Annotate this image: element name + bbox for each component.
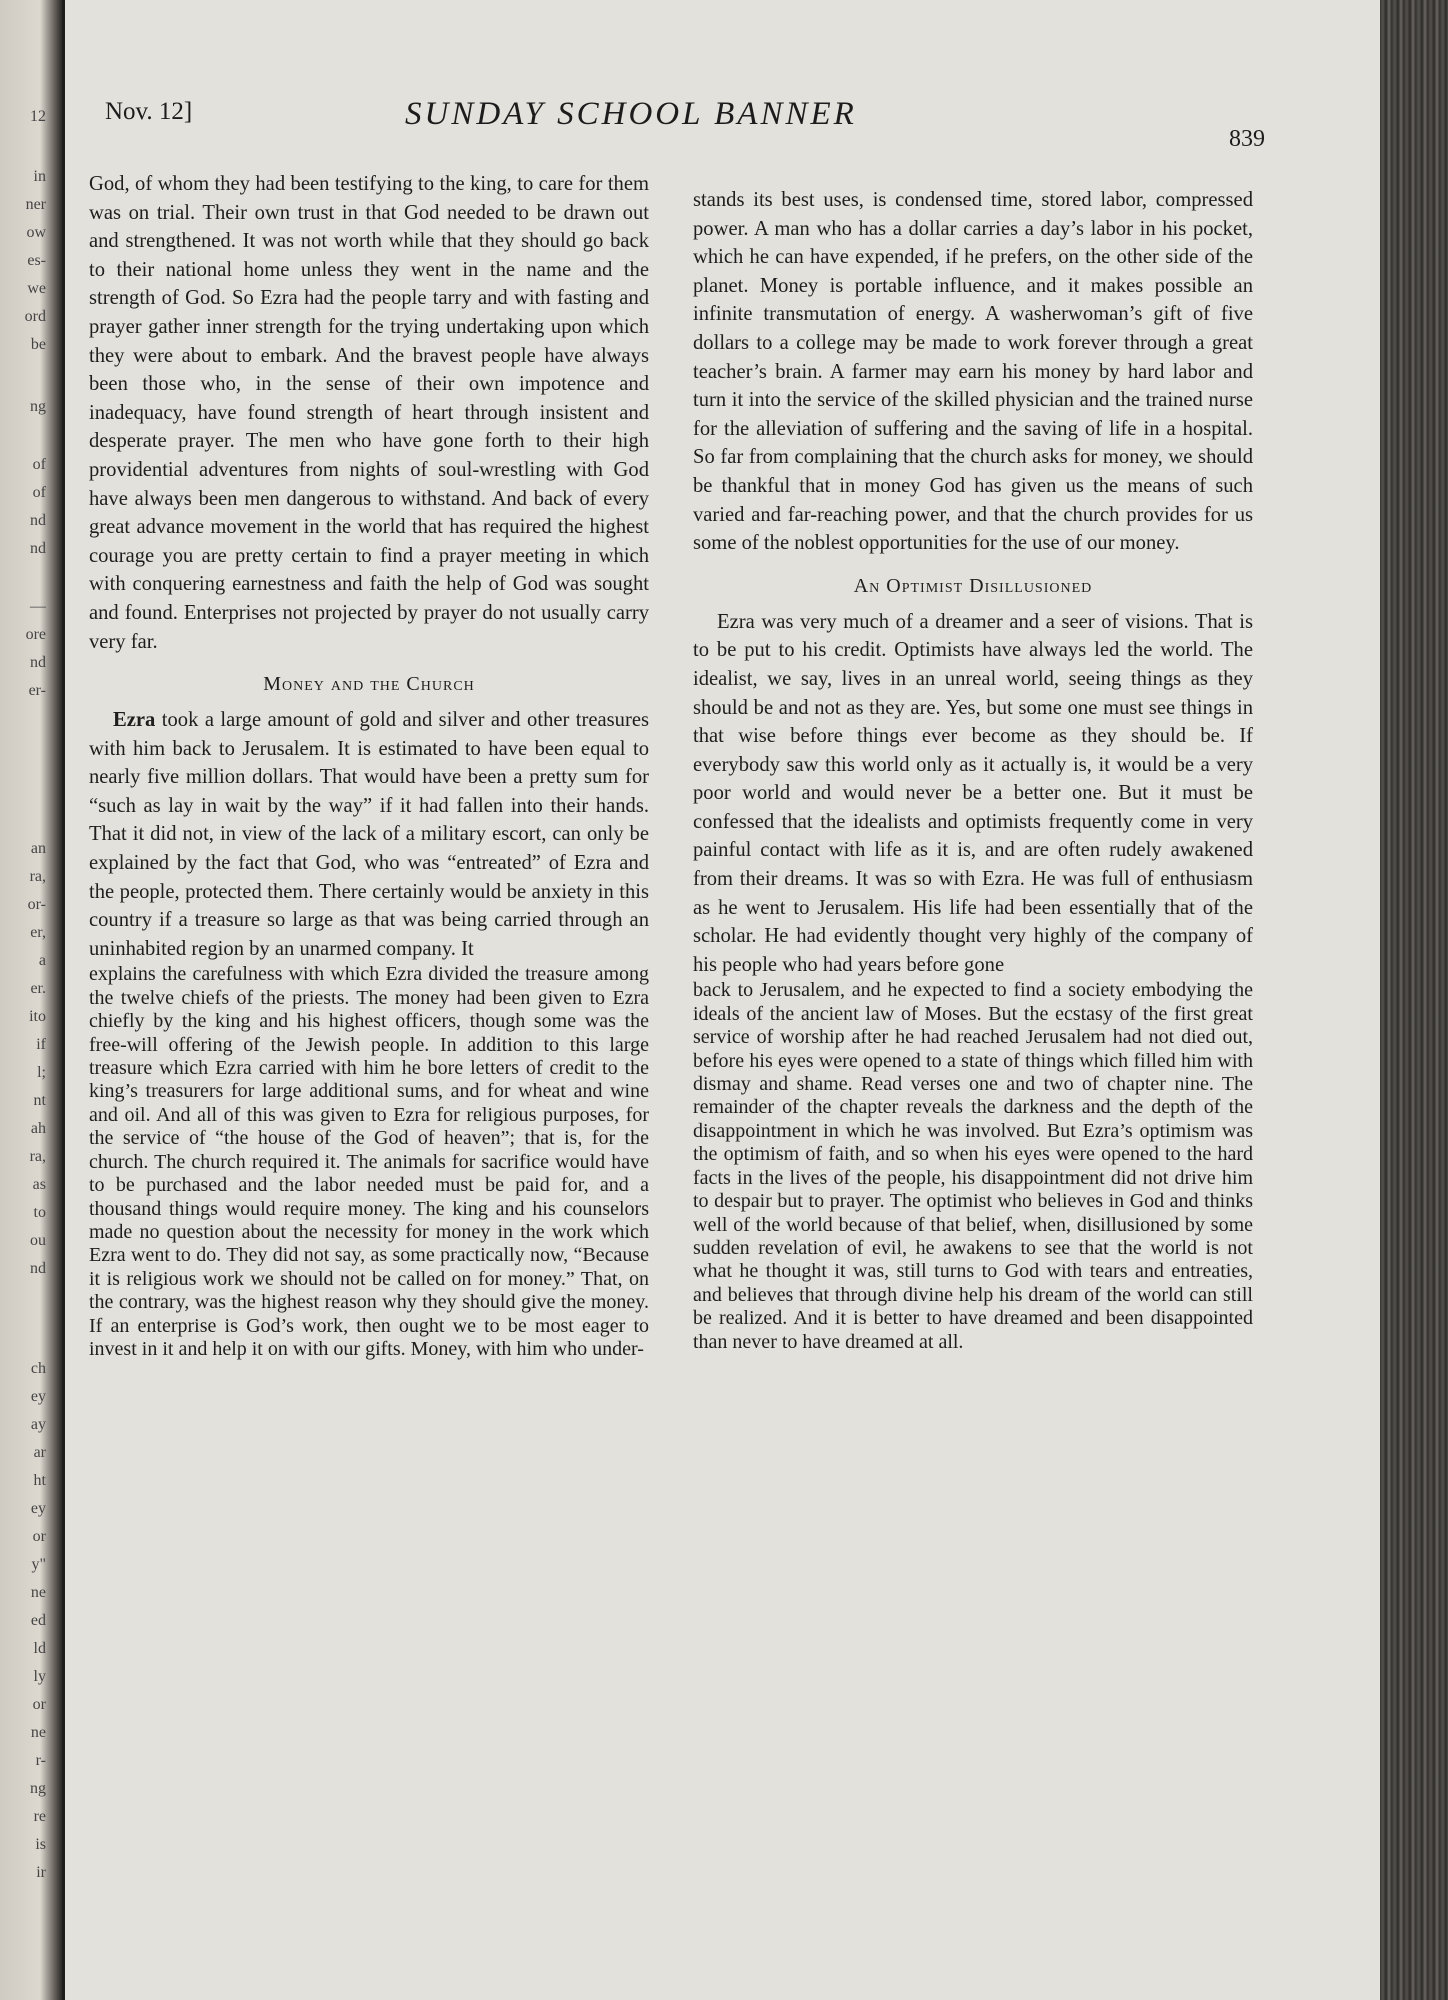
margin-fragment: a [38,952,46,969]
margin-fragment: ed [30,1612,46,1629]
margin-fragment: ne [30,1724,46,1741]
margin-fragment: to [33,1204,46,1221]
paragraph-lead-word: Ezra [113,709,156,732]
margin-fragment: ar [33,1444,46,1461]
margin-fragment: ng [30,1780,46,1797]
margin-fragment: as [32,1176,46,1193]
margin-fragment: be [30,336,46,353]
issue-date: Nov. 12] [105,98,193,125]
margin-fragment: ng [30,398,46,415]
margin-fragment: y" [31,1556,46,1573]
margin-fragment: ht [33,1472,46,1489]
margin-fragment: an [30,840,46,857]
margin-fragment: ey [30,1500,46,1517]
paragraph-ezra-treasure-text: took a large amount of gold and silver and other treasures with him back to Jerusalem. It is estimated to have been equal to nearly five million dollars. That would have been a pretty sum for “such as lay in wait by the way” if it had fallen into their hands. That it did not, in view of the lack of a military escort, can only be explained by the fact that God, who was “entreated” of Ezra and the people, protected them. There certainly would be anxiety in this country if a treasure so large as that was being carried through an uninhabited region by an unarmed company. It [89,709,649,960]
section-heading-an-optimist-disillusioned: An Optimist Disillusioned [853,574,1093,597]
margin-fragment: ir [36,1864,46,1881]
running-head [105,96,1285,152]
margin-fragment: ey [30,1388,46,1405]
book-page [62,0,1380,2000]
paragraph-money-continued: explains the carefulness with which Ezra divided the treasure among the twelve chiefs of the priests. The money had been given to Ezra chiefly by the king and his highest officers, though some was the free-will offering of the Jewish people. In addition to this large treasure which Ezra carried with him he bore letters of credit to the king’s treasurers for large additional sums, and for wheat and wine and oil. And all of this was given to Ezra for religious purposes, for the service of “the house of the God of heaven”; that is, for the church. The church required it. The animals for sacrifice would have to be purchased and the labor needed must be paid for, and a thousand things would require money. The king and his counselors made no question about the necessity for money in the work which Ezra went to do. They did not say, as some practically now, “Because it is religious work we should not be called on for money.” That, on the contrary, was the highest reason why they should give the money. If an enterprise is God’s work, then ought we to be most eager to invest in it and help it on with our gifts. Money, with him who under- [89,963,649,1360]
book-spine-gutter [1380,0,1448,2000]
margin-fragment: nd [30,512,46,529]
margin-fragment: re [33,1808,46,1825]
left-column [89,170,649,1361]
margin-fragment: ord [24,308,46,325]
margin-fragment: nd [30,654,46,671]
margin-fragment: ah [30,1120,46,1137]
margin-fragment: r- [35,1752,46,1769]
margin-fragment: in [33,168,46,185]
publication-title: SUNDAY SCHOOL BANNER [405,96,857,132]
paragraph-optimist-continued: back to Jerusalem, and he expected to find a society embodying the ideals of the ancient law of Moses. But the ecstasy of the first great service of worship after he had reached Jerusalem had not died out, before his eyes were opened to a state of things which filled him with dismay and shame. Read verses one and two of chapter nine. The remainder of the chapter reveals the darkness and the depth of the disappointment in which he was involved. But Ezra’s optimism was the optimism of faith, and so when his eyes were opened to the hard facts in the lives of the people, his disappointment did not drive him to despair but to prayer. The optimist who believes in God and thinks well of the world because of that belief, when, disillusioned by some sudden revelation of evil, he awakens to see that the world is not what he thought it was, still turns to God with tears and entreaties, and believes that through divine help his dream of the world can still be realized. And it is better to have dreamed and been disappointed than never to have dreamed at all. [693,979,1253,1353]
margin-fragment: er, [30,924,46,941]
margin-fragment: es- [27,252,46,269]
margin-fragment: — [30,598,46,615]
margin-fragment: or [32,1696,46,1713]
margin-fragment: ay [30,1416,46,1433]
margin-fragment: ra, [29,1148,46,1165]
margin-fragment: we [27,280,46,297]
margin-fragment: ra, [29,868,46,885]
margin-fragment: ly [33,1668,46,1685]
paragraph-prayer: God, of whom they had been testifying to the king, to care for them was on trial. Their own trust in that God needed to be drawn out and strengthened. It was not worth while that they should go back to their national home unless they went in the name and the strength of God. So Ezra had the people tarry and with fasting and prayer gather inner strength for the trying undertaking upon which they were about to embark. And the bravest people have always been those who, in the sense of their own impotence and inadequacy, have found strength of heart through insistent and desperate prayer. The men who have gone forth to their high providential adventures from nights of soul-wrestling with God have always been men dangerous to withstand. And back of every great advance movement in the world that has required the highest courage you are pretty certain to find a prayer meeting in which with conquering earnestness and faith the help of God was sought and found. Enterprises not projected by prayer do not usually carry very far. [89,173,649,653]
margin-fragment: or [32,1528,46,1545]
margin-fragment: ito [29,1008,46,1025]
right-column [693,186,1253,1354]
margin-fragment: ch [30,1360,46,1377]
section-heading-money-and-the-church: Money and the Church [263,673,475,696]
margin-fragment: l; [37,1064,46,1081]
margin-fragment: of [32,484,46,501]
paragraph-ezra-treasure [89,706,649,963]
page-number: 839 [1229,126,1265,152]
margin-fragment: ner [25,196,46,213]
paragraph-ezra-dreamer: Ezra was very much of a dreamer and a seer of visions. That is to be put to his credit. Optimists have always led the world. The idealist, we say, lives in an unreal world, seeing things as they should be and not as they are. Yes, but some one must see things in that wise before things ever become as they should be. If everybody saw this world only as it actually is, it would be a very poor world and would never be a better one. But it must be confessed that the idealists and optimists frequently come in very painful contact with life as it is, and are often rudely awakened from their dreams. It was so with Ezra. He was full of enthusiasm as he went to Jerusalem. His life had been essentially that of the scholar. He had evidently thought very highly of the company of his people who had years before gone [693,610,1253,976]
margin-fragment: ow [26,224,46,241]
margin-fragment: or- [27,896,46,913]
margin-fragment: er. [30,980,46,997]
margin-fragment: ne [30,1584,46,1601]
margin-fragment: ore [25,626,46,643]
margin-fragment: if [36,1036,46,1053]
margin-fragment: er- [28,682,46,699]
margin-fragment: is [35,1836,46,1853]
margin-fragment: nt [33,1092,46,1109]
margin-fragment: of [32,456,46,473]
paragraph-money-uses: stands its best uses, is condensed time, stored labor, compressed power. A man who has a dollar carries a day’s labor in his pocket, which he can have expended, if he prefers, on the other side of the planet. Money is portable influence, and it makes possible an infinite transmutation of energy. A washerwoman’s gift of five dollars to a college may be made to work forever through a great teacher’s brain. A farmer may earn his money by hard labor and turn it into the service of the skilled physician and the trained nurse for the alleviation of suffering and the saving of life in a hospital. So far from complaining that the church asks for money, we should be thankful that in money God has given us the means of such varied and far-reaching power, and that the church provides for us some of the noblest opportunities for the use of our money. [693,189,1253,555]
margin-fragment: ld [33,1640,46,1657]
margin-fragment: nd [30,1260,46,1277]
margin-fragment: 12 [30,108,46,125]
margin-fragment: ou [30,1232,46,1249]
margin-fragment: nd [30,540,46,557]
adjacent-page-margin [0,0,62,2000]
